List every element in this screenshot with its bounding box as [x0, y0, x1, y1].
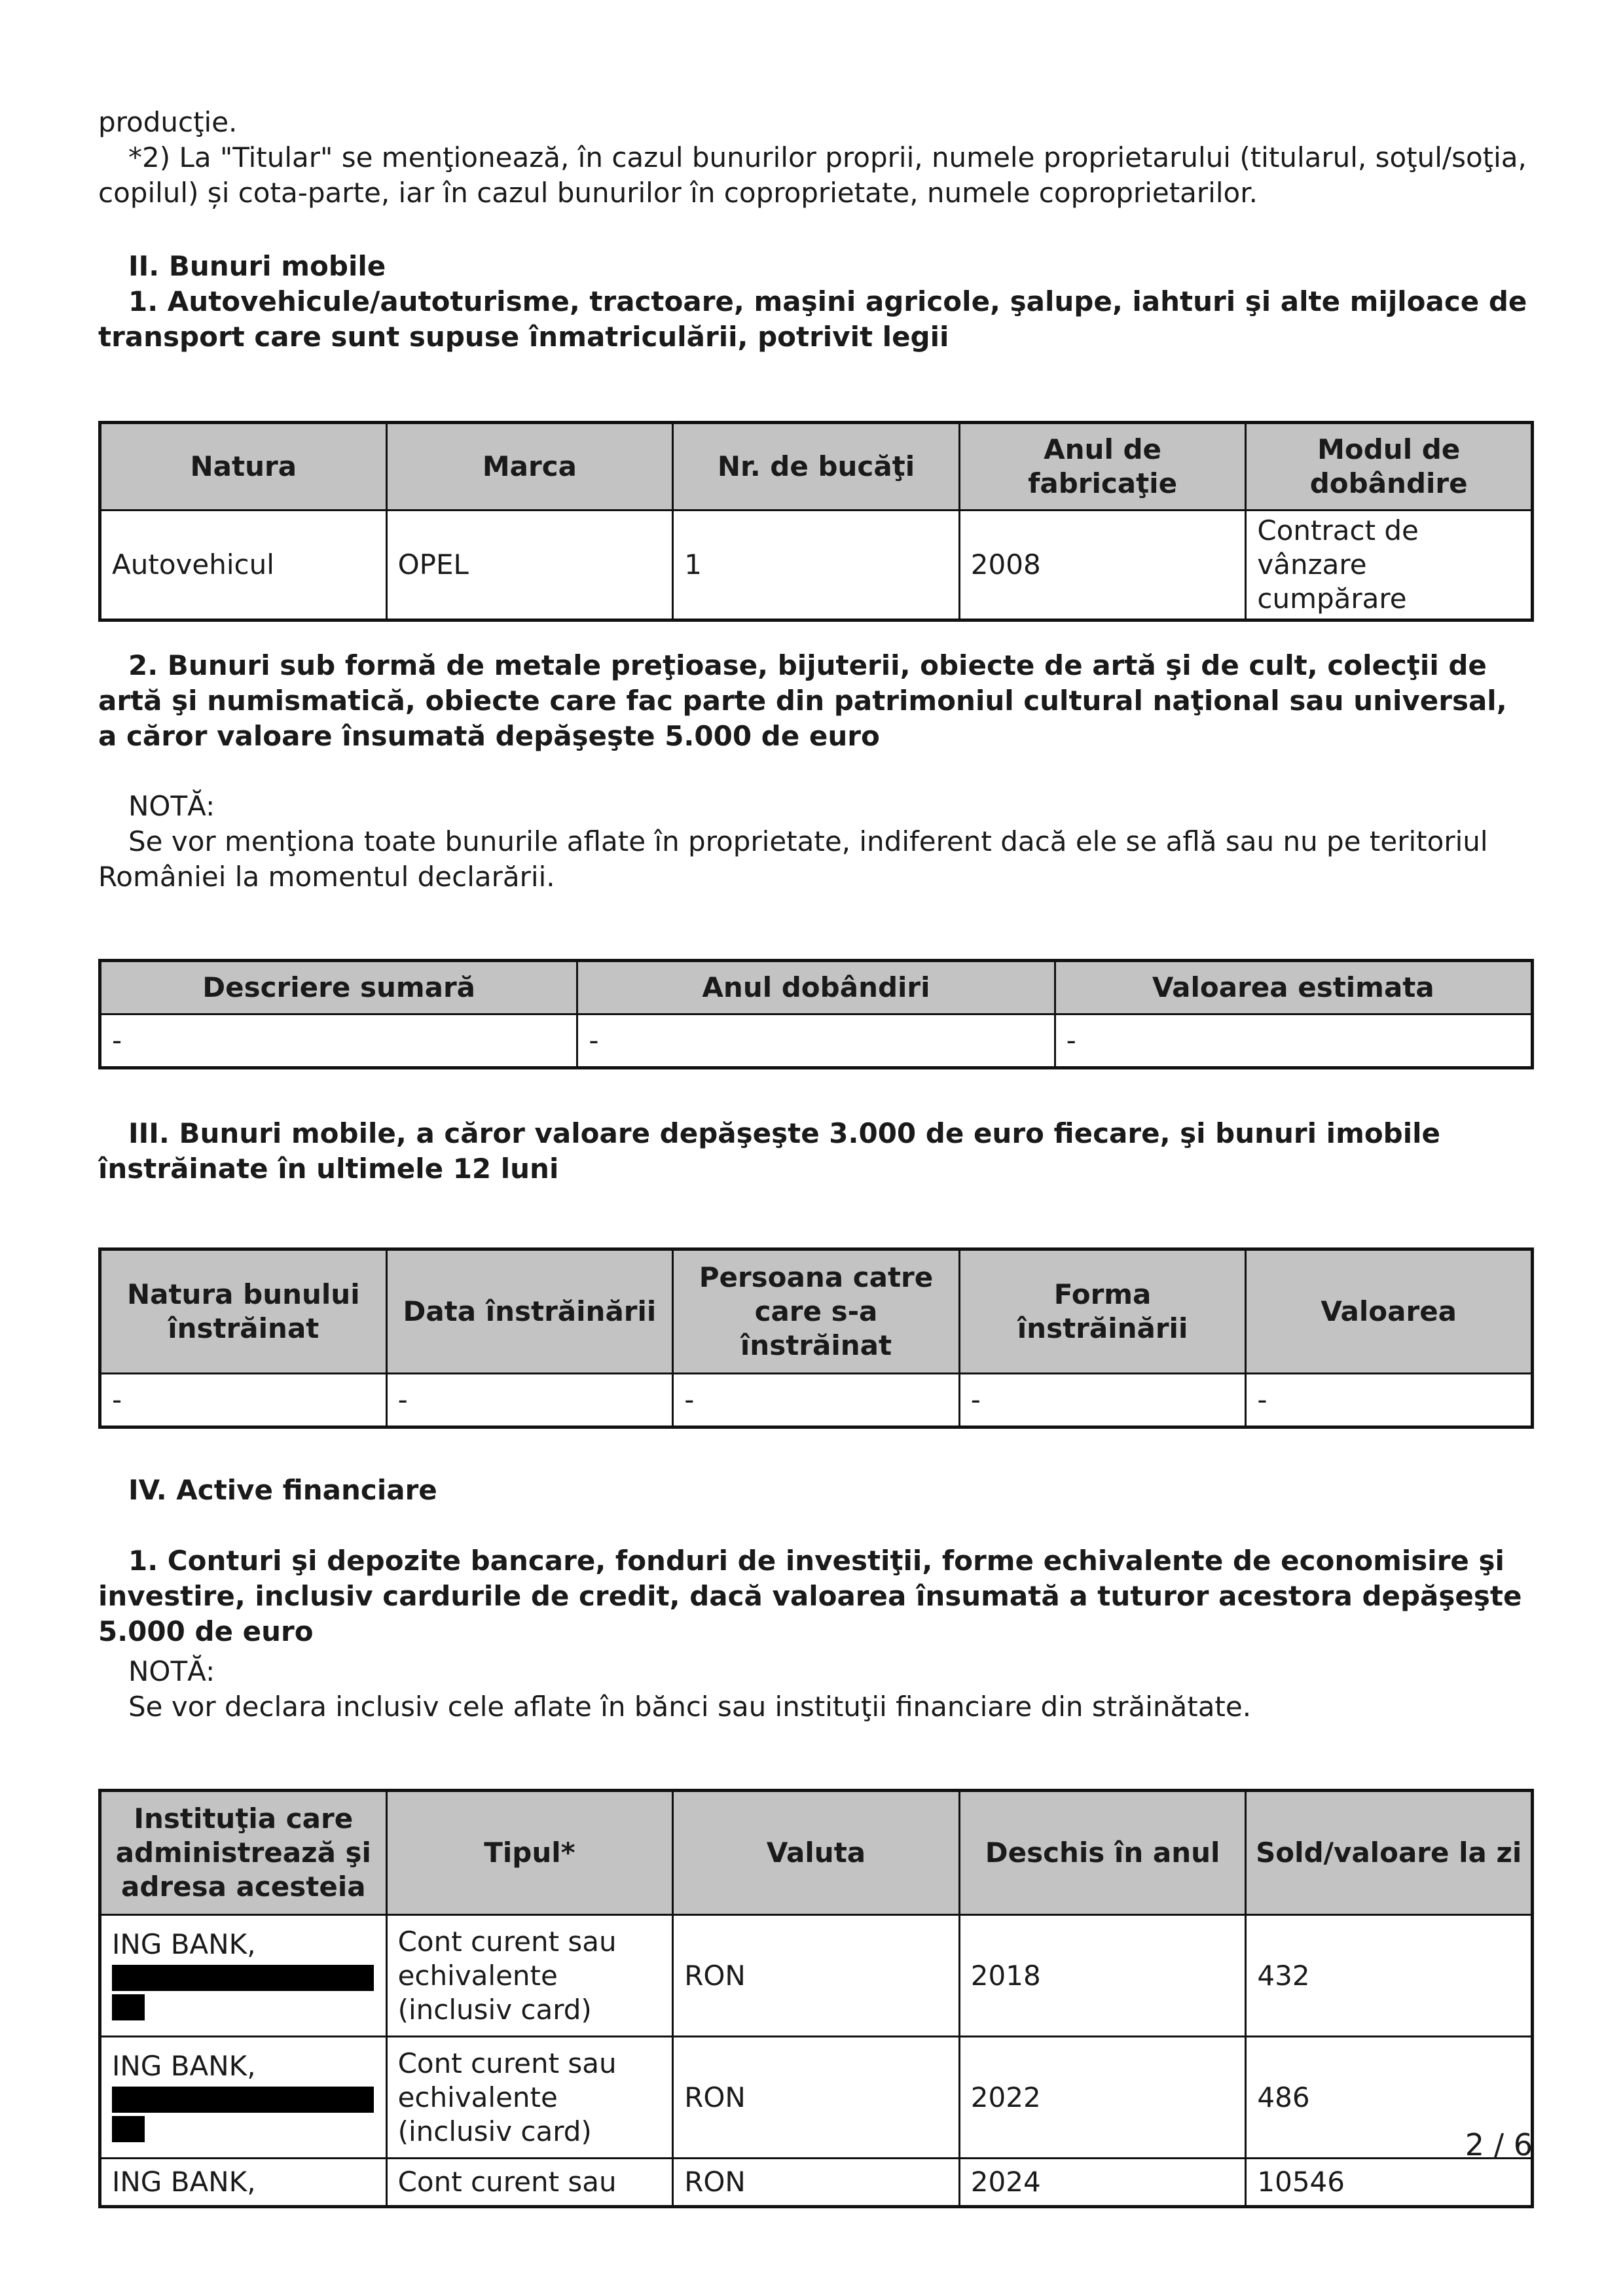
- cell-tipul: Cont curent sau echivalente (inclusiv card): [386, 2037, 673, 2159]
- cell-descriere: -: [100, 1014, 577, 1068]
- section-4-heading: IV. Active financiare: [128, 1474, 437, 1506]
- col-sold: Sold/valoare la zi: [1246, 1791, 1533, 1915]
- col-descriere: Descriere sumară: [100, 961, 577, 1014]
- col-valoarea: Valoarea: [1246, 1249, 1533, 1374]
- footnote-2: *2) La "Titular" se menţionează, în cazul bunurilor proprii, numele proprietarului (titularul, soţul/soţia, copilul) și cota-parte, iar în cazul bunurilor în coproprietate, numele coproprietarilor.: [98, 141, 1527, 209]
- col-institutia: Instituţia care administrează şi adresa acesteia: [100, 1791, 387, 1915]
- col-modul-dobandire: Modul de dobândire: [1246, 423, 1533, 511]
- table-row: [100, 1014, 1533, 1068]
- cell-deschis-in-anul: 2018: [959, 1915, 1246, 2037]
- alienated-assets-table: [98, 1247, 1534, 1429]
- note-text: Se vor declara inclusiv cele aflate în bănci sau instituţii financiare din străinătate.: [128, 1691, 1252, 1723]
- col-valoarea-estimata: Valoarea estimata: [1055, 961, 1532, 1014]
- note-label: NOTĂ:: [128, 1655, 215, 1687]
- section-2-heading: II. Bunuri mobile: [128, 250, 386, 282]
- col-nr-bucati: Nr. de bucăţi: [673, 423, 960, 511]
- cell-valoarea: -: [1246, 1374, 1533, 1427]
- cell-persoana: -: [673, 1374, 960, 1427]
- table-header-row: [100, 961, 1533, 1014]
- table-header-row: [100, 423, 1533, 511]
- cell-valuta: RON: [673, 2037, 960, 2159]
- table-header-row: [100, 1791, 1533, 1915]
- redacted-address-block: [112, 2087, 374, 2113]
- section-4-sub1-block: [98, 1543, 1532, 1649]
- cell-sold: 432: [1246, 1915, 1533, 2037]
- note-block-2: [98, 1654, 1532, 1725]
- bank-accounts-table: [98, 1789, 1534, 2208]
- section-2-sub2: 2. Bunuri sub formă de metale preţioase, bijuterii, obiecte de artă şi de cult, colecţii de artă şi numismatică, obiecte care fac parte din patrimoniul cultural naţional sau universal, a căror valoare însumată depăşeşte 5.000 de euro: [98, 649, 1507, 752]
- cell-natura: Autovehicul: [100, 511, 387, 620]
- cell-deschis-in-anul: 2022: [959, 2037, 1246, 2159]
- col-natura-bunului: Natura bunului înstrăinat: [100, 1249, 387, 1374]
- col-anul-dobandiri: Anul dobândiri: [577, 961, 1055, 1014]
- section-2-headings: [98, 249, 1532, 355]
- institution-name: ING BANK,: [112, 2050, 256, 2082]
- cell-institutia: [100, 1915, 387, 2037]
- cell-sold: 486: [1246, 2037, 1533, 2159]
- col-anul-fabricatie: Anul de fabricaţie: [959, 423, 1246, 511]
- section-4-sub1: 1. Conturi şi depozite bancare, fonduri de investiţii, forme echivalente de economisire şi investire, inclusiv cardurile de credit, dacă valoarea însumată a tuturor acestora depăşeşte 5.000 de euro: [98, 1545, 1522, 1647]
- cell-valuta: RON: [673, 1915, 960, 2037]
- redacted-address-block: [112, 1965, 374, 1991]
- table-row: [100, 2159, 1533, 2207]
- table-row: [100, 511, 1533, 620]
- page-number: 2 / 6: [1465, 2127, 1533, 2162]
- col-data-instrainarii: Data înstrăinării: [386, 1249, 673, 1374]
- section-3-block: [98, 1116, 1532, 1187]
- cell-institutia: [100, 2037, 387, 2159]
- intro-block: [98, 105, 1532, 211]
- cell-natura-bunului: -: [100, 1374, 387, 1427]
- redacted-address-block: [112, 2116, 145, 2142]
- col-persoana: Persoana catre care s-a înstrăinat: [673, 1249, 960, 1374]
- cell-anul-fabricatie: 2008: [959, 511, 1246, 620]
- vehicles-table: [98, 421, 1534, 622]
- cell-tipul: Cont curent sau: [386, 2159, 673, 2207]
- intro-continuation: producţie.: [98, 106, 238, 138]
- cell-nr-bucati: 1: [673, 511, 960, 620]
- col-tipul: Tipul*: [386, 1791, 673, 1915]
- col-forma-instrainarii: Forma înstrăinării: [959, 1249, 1246, 1374]
- section-2-sub2-block: [98, 648, 1532, 754]
- cell-anul-dobandiri: -: [577, 1014, 1055, 1068]
- valuables-table: [98, 959, 1534, 1069]
- note-text: Se vor menţiona toate bunurile aflate în proprietate, indiferent dacă ele se află sau nu pe teritoriul României la momentul declarării.: [98, 825, 1488, 893]
- table-row: [100, 1374, 1533, 1427]
- institution-name: ING BANK,: [112, 2166, 256, 2198]
- section-2-sub1: 1. Autovehicule/autoturisme, tractoare, maşini agricole, şalupe, iahturi şi alte mijloace de transport care sunt supuse înmatriculării, potrivit legii: [98, 285, 1527, 353]
- institution-name: ING BANK,: [112, 1928, 256, 1960]
- cell-forma-instrainarii: -: [959, 1374, 1246, 1427]
- cell-institutia: [100, 2159, 387, 2207]
- cell-valoarea-estimata: -: [1055, 1014, 1532, 1068]
- cell-deschis-in-anul: 2024: [959, 2159, 1246, 2207]
- cell-marca: OPEL: [386, 511, 673, 620]
- cell-data-instrainarii: -: [386, 1374, 673, 1427]
- note-block-1: [98, 789, 1532, 895]
- cell-tipul: Cont curent sau echivalente (inclusiv card): [386, 1915, 673, 2037]
- cell-valuta: RON: [673, 2159, 960, 2207]
- cell-sold: 10546: [1246, 2159, 1533, 2207]
- redacted-address-block: [112, 1994, 145, 2020]
- cell-modul-dobandire: Contract de vânzare cumpărare: [1246, 511, 1533, 620]
- col-valuta: Valuta: [673, 1791, 960, 1915]
- table-row: [100, 1915, 1533, 2037]
- section-3-heading: III. Bunuri mobile, a căror valoare depăşeşte 3.000 de euro fiecare, şi bunuri imobile înstrăinate în ultimele 12 luni: [98, 1117, 1441, 1185]
- col-marca: Marca: [386, 423, 673, 511]
- col-natura: Natura: [100, 423, 387, 511]
- note-label: NOTĂ:: [128, 790, 215, 822]
- section-4-heading-block: [98, 1473, 1532, 1508]
- table-header-row: [100, 1249, 1533, 1374]
- col-deschis-in-anul: Deschis în anul: [959, 1791, 1246, 1915]
- table-row: [100, 2037, 1533, 2159]
